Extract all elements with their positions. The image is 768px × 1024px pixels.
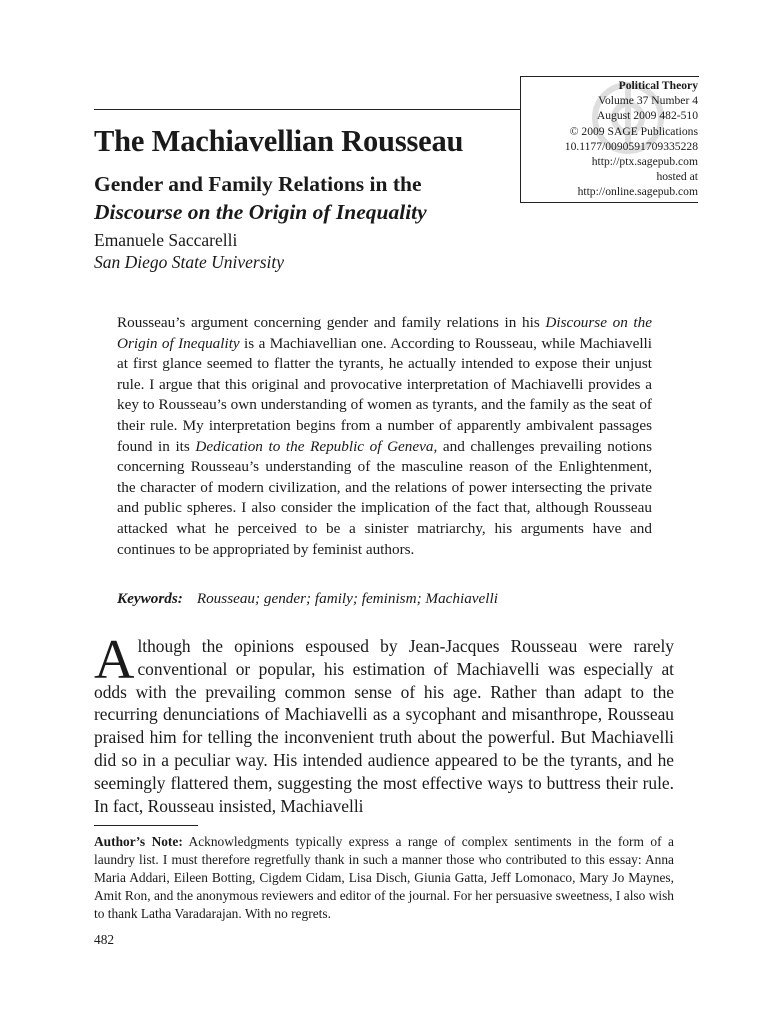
author-name: Emanuele Saccarelli <box>94 230 238 250</box>
header-rule <box>94 109 521 110</box>
abstract-part-2: is a Machiavellian one. According to Rousseau, while Machiavelli at first glance seemed to flatter the tyrants, he actually intended to expose their unjust rule. I argue that this original and provocative interpretation of Machiavelli provides a key to Rousseau’s own understanding of women as tyrants, and the family as the seat of their rule. My interpretation begins from a number of apparently ambivalent passages found in its <box>117 334 652 455</box>
body-text: lthough the opinions espoused by Jean-Jacques Rousseau were rarely conventional or popular, his estimation of Machiavelli was especially at odds with the prevailing common sense of his age. Rather than adapt to the recurring denunciations of Machiavelli as a sycophant and misanthrope, Rousseau praised him for telling the inconvenient truth about the powerful. But Machiavelli did so in a peculiar way. His intended audience appeared to be the tyrants, and he seemingly flattered them, suggesting the most effective ways to buttress their rule. In fact, Rousseau insisted, Machiavelli <box>94 636 674 816</box>
body-paragraph <box>94 629 674 817</box>
journal-issue: August 2009 482-510 <box>596 109 698 123</box>
journal-info <box>498 78 698 200</box>
journal-name: Political Theory <box>618 79 698 92</box>
journal-box-bottom-rule <box>520 202 698 203</box>
abstract-part-1: Rousseau’s argument concerning gender and family relations in his <box>117 314 546 331</box>
journal-doi: 10.1177/0090591709335228 <box>564 139 698 153</box>
drop-cap: A <box>94 629 135 691</box>
author-note-label: Author’s Note: <box>94 834 183 849</box>
abstract-italic-1: Discourse on the Origin of Inequality <box>117 314 652 352</box>
hosted-url: http://online.sagepub.com <box>577 185 698 199</box>
keywords <box>117 590 657 608</box>
keywords-value: Rousseau; gender; family; feminism; Machiavelli <box>196 590 498 607</box>
page-number: 482 <box>94 932 115 947</box>
author-note <box>94 833 674 923</box>
author-affiliation: San Diego State University <box>94 252 285 272</box>
footnote-rule <box>94 825 198 826</box>
author-note-text: Acknowledgments typically express a range of complex sentiments in the form of a laundry list. I must therefore regretfully thank in such a manner those who contributed to this essay: Anna Maria Addari, Eileen Botting, Cigdem Cidam, Lisa Disch, Giunia Gatta, Jeff Lomonaco, Mary Jo Maynes, Amit Ron, and the anonymous reviewers and editor of the journal. For her persuasive sweetness, I also wish to thank Latha Varadarajan. With no regrets. <box>94 834 674 921</box>
hosted-label: hosted at <box>656 170 698 184</box>
article-subtitle <box>94 170 427 226</box>
journal-volume: Volume 37 Number 4 <box>598 94 698 108</box>
subtitle-line-2: Discourse on the Origin of Inequality <box>94 200 427 224</box>
subtitle-line-1: Gender and Family Relations in the <box>94 172 422 196</box>
article-title: The Machiavellian Rousseau <box>94 124 464 158</box>
keywords-label: Keywords: <box>117 590 183 607</box>
abstract-italic-2: Dedication to the Republic of Geneva, <box>195 437 438 455</box>
abstract <box>117 313 652 560</box>
abstract-part-3: and challenges prevailing notions concerning Rousseau’s understanding of the masculine reason of the Enlightenment, the character of modern civilization, and the relations of power intersecting the private and public spheres. I also consider the implication of the fact that, although Rousseau attacked what he perceived to be a sinister matriarchy, his arguments have and continues to be appropriated by feminist authors. <box>117 437 652 558</box>
journal-url: http://ptx.sagepub.com <box>591 155 698 169</box>
journal-copyright: © 2009 SAGE Publications <box>569 124 698 138</box>
